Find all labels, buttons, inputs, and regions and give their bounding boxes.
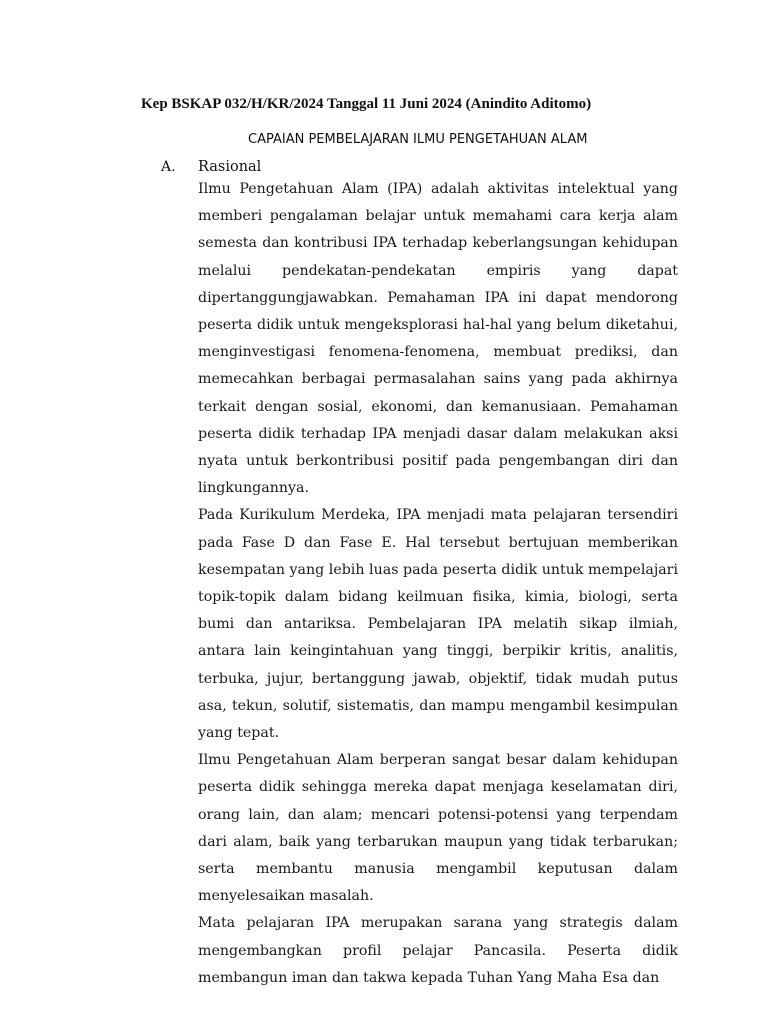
section-heading: Rasional [198, 159, 262, 175]
paragraph: Mata pelajaran IPA merupakan sarana yang strategis dalam mengembangkan profil pelajar Pancasila. Peserta didik membangun iman dan takwa kepada Tuhan Yang Maha Esa dan [198, 915, 678, 986]
decree-reference: Kep BSKAP 032/H/KR/2024 Tanggal 11 Juni 2024 (Anindito Aditomo) [141, 96, 592, 112]
paragraph: Ilmu Pengetahuan Alam (IPA) adalah aktivitas intelektual yang memberi pengalaman belajar untuk memahami cara kerja alam semesta dan kontribusi IPA terhadap keberlangsungan kehidupan melalui pendekatan-pendekatan empiris yang dapat dipertanggungjawabkan. Pemahaman IPA ini dapat mendorong peserta didik untuk mengeksplorasi hal-hal yang belum diketahui, menginvestigasi fenomena-fenomena, membuat prediksi, dan memecahkan berbagai permasalahan sains yang pada akhirnya terkait dengan sosial, ekonomi, dan kemanusiaan. Pemahaman peserta didik terhadap IPA menjadi dasar dalam melakukan aksi nyata untuk berkontribusi positif pada pengembangan diri dan lingkungannya. [198, 181, 678, 497]
paragraph: Pada Kurikulum Merdeka, IPA menjadi mata pelajaran tersendiri pada Fase D dan Fase E. Hal tersebut bertujuan memberikan kesempatan yang lebih luas pada peserta didik untuk mempelajari topik-topik dalam bidang keilmuan fisika, kimia, biologi, serta bumi dan antariksa. Pembelajaran IPA melatih sikap ilmiah, antara lain keingintahuan yang tinggi, berpikir kritis, analitis, terbuka, jujur, bertanggung jawab, objektif, tidak mudah putus asa, tekun, solutif, sistematis, dan mampu mengambil kesimpulan yang tepat. [198, 507, 678, 742]
document-title: CAPAIAN PEMBELAJARAN ILMU PENGETAHUAN ALAM [248, 132, 588, 147]
paragraph: Ilmu Pengetahuan Alam berperan sangat besar dalam kehidupan peserta didik sehingga mereka dapat menjaga keselamatan diri, orang lain, dan alam; mencari potensi-potensi yang terpendam dari alam, baik yang terbarukan maupun yang tidak terbarukan; serta membantu manusia mengambil keputusan dalam menyelesaikan masalah. [198, 752, 678, 905]
section-body [198, 176, 678, 992]
section-marker: A. [161, 159, 176, 175]
